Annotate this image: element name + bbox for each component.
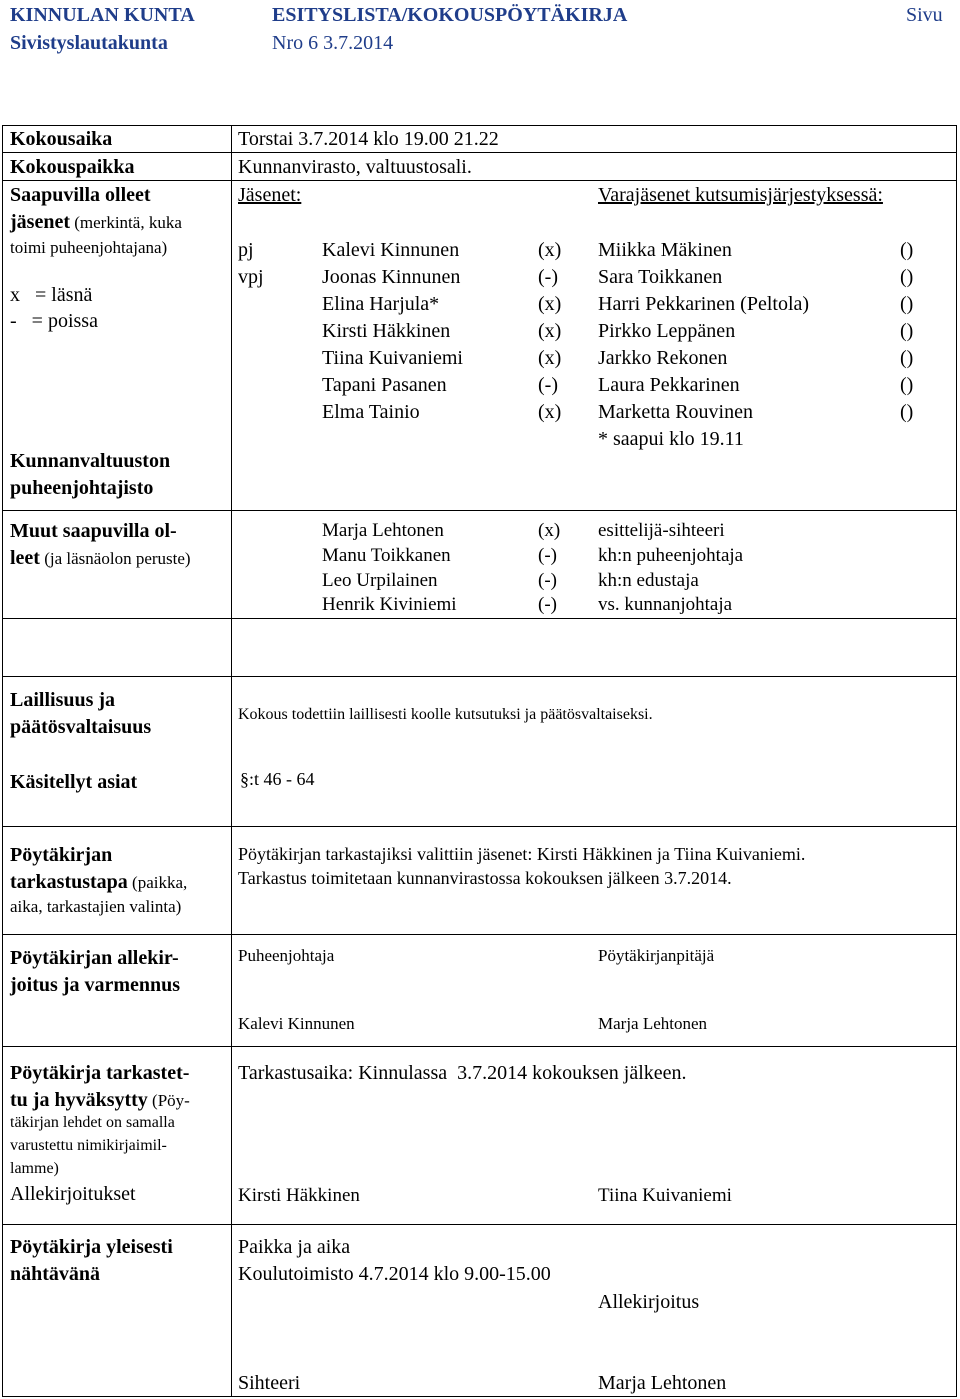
row-divider (3, 510, 956, 511)
row-divider (3, 1046, 956, 1047)
row-divider (3, 618, 956, 619)
other-mark: (-) (538, 594, 557, 615)
member-name: Elma Tainio (322, 401, 420, 423)
handled-text: §:t 46 - 64 (240, 769, 315, 789)
deputy-name: Sara Toikkanen (598, 266, 723, 288)
arrival-footnote: * saapui klo 19.11 (598, 428, 744, 450)
row-divider (3, 1224, 956, 1225)
member-name: Kirsti Häkkinen (322, 320, 451, 342)
deputies-heading: Varajäsenet kutsumisjärjestyksessä: (598, 184, 883, 206)
other-reason: esittelijä-sihteeri (598, 520, 725, 541)
document-type: ESITYSLISTA/KOKOUSPÖYTÄKIRJA (272, 4, 628, 26)
legend-absent: - = poissa (10, 310, 98, 332)
public-label-line2: nähtävänä (10, 1263, 101, 1285)
other-reason: kh:n puheenjohtaja (598, 545, 744, 566)
signing-label-line2: joitus ja varmennus (10, 974, 181, 996)
meeting-time-value: Torstai 3.7.2014 klo 19.00 21.22 (238, 128, 499, 150)
other-mark: (-) (538, 545, 557, 566)
board-name: Sivistyslautakunta (10, 32, 168, 54)
row-divider (3, 152, 956, 153)
row-divider (3, 180, 956, 181)
member-mark: (x) (538, 320, 562, 342)
deputy-mark: () (900, 320, 914, 342)
deputy-mark: () (900, 293, 914, 315)
deputy-name: Marketta Rouvinen (598, 401, 753, 423)
deputy-name: Pirkko Leppänen (598, 320, 736, 342)
other-reason: vs. kunnanjohtaja (598, 594, 733, 615)
member-name: Joonas Kinnunen (322, 266, 461, 288)
council-label-line1: Kunnanvaltuuston (10, 450, 171, 472)
column-divider (231, 126, 232, 1396)
legality-text: Kokous todettiin laillisesti koolle kutsutuksi ja päätösvaltaiseksi. (238, 706, 653, 723)
attendance-label-line3: toimi puheenjohtajana) (10, 238, 168, 257)
minutes-frame (2, 125, 957, 1397)
signer-1: Kirsti Häkkinen (238, 1185, 360, 1206)
deputy-name: Jarkko Rekonen (598, 347, 728, 369)
inspection-label-line2: tarkastustapa (paikka, (10, 871, 188, 893)
council-label-line2: puheenjohtajisto (10, 477, 154, 499)
chair-title: Puheenjohtaja (238, 946, 335, 965)
deputy-mark: () (900, 374, 914, 396)
signature-label: Allekirjoitus (598, 1291, 700, 1313)
meeting-place-value: Kunnanvirasto, valtuustosali. (238, 156, 472, 178)
member-mark: (x) (538, 401, 562, 423)
other-mark: (-) (538, 570, 557, 591)
secretary-role: Sihteeri (238, 1372, 301, 1394)
secretary-name: Marja Lehtonen (598, 1014, 708, 1033)
legend-present: x = läsnä (10, 284, 93, 306)
signatures-label: Allekirjoitukset (10, 1183, 136, 1205)
approval-label-line3: täkirjan lehdet on samalla (10, 1114, 175, 1131)
deputy-mark: () (900, 347, 914, 369)
others-label-line1: Muut saapuvilla ol- (10, 520, 177, 542)
deputy-mark: () (900, 239, 914, 261)
approval-text: Tarkastusaika: Kinnulassa 3.7.2014 kokouksen jälkeen. (238, 1062, 687, 1084)
members-heading: Jäsenet: (238, 184, 302, 206)
deputy-name: Laura Pekkarinen (598, 374, 740, 396)
deputy-mark: () (900, 401, 914, 423)
deputy-name: Harri Pekkarinen (Peltola) (598, 293, 810, 315)
secretary-signature-name: Marja Lehtonen (598, 1372, 727, 1394)
inspection-label-line1: Pöytäkirjan (10, 844, 113, 866)
member-name: Elina Harjula* (322, 293, 440, 315)
page-label: Sivu (906, 4, 943, 26)
chair-name: Kalevi Kinnunen (238, 1014, 355, 1033)
member-mark: (-) (538, 266, 558, 288)
place-time-label: Paikka ja aika (238, 1236, 351, 1258)
member-name: Kalevi Kinnunen (322, 239, 460, 261)
others-label-line2: leet (ja läsnäolon peruste) (10, 547, 191, 569)
attendance-label-line2: jäsenet (merkintä, kuka (10, 211, 182, 233)
place-time-value: Koulutoimisto 4.7.2014 klo 9.00-15.00 (238, 1263, 551, 1285)
legality-label-line1: Laillisuus ja (10, 689, 116, 711)
other-name: Henrik Kiviniemi (322, 594, 457, 615)
secretary-title: Pöytäkirjanpitäjä (598, 946, 715, 965)
signer-2: Tiina Kuivaniemi (598, 1185, 732, 1206)
row-divider (3, 826, 956, 827)
other-name: Marja Lehtonen (322, 520, 444, 541)
approval-label-line4: varustettu nimikirjaimil- (10, 1137, 167, 1154)
approval-label-line5: lamme) (10, 1160, 59, 1177)
member-role: vpj (238, 266, 264, 288)
member-mark: (x) (538, 239, 562, 261)
inspection-label-line3: aika, tarkastajien valinta) (10, 897, 182, 916)
row-divider (3, 676, 956, 677)
member-name: Tapani Pasanen (322, 374, 447, 396)
legality-label-line2: päätösvaltaisuus (10, 716, 152, 738)
other-name: Manu Toikkanen (322, 545, 451, 566)
member-role: pj (238, 239, 254, 261)
handled-label: Käsitellyt asiat (10, 771, 138, 793)
municipality-name: KINNULAN KUNTA (10, 4, 195, 26)
approval-label-line1: Pöytäkirja tarkastet- (10, 1062, 190, 1084)
public-label-line1: Pöytäkirja yleisesti (10, 1236, 173, 1258)
other-mark: (x) (538, 520, 561, 541)
attendance-label-line1: Saapuvilla olleet (10, 184, 151, 206)
other-reason: kh:n edustaja (598, 570, 699, 591)
meeting-time-label: Kokousaika (10, 128, 113, 150)
member-mark: (x) (538, 347, 562, 369)
member-name: Tiina Kuivaniemi (322, 347, 463, 369)
deputy-name: Miikka Mäkinen (598, 239, 732, 261)
meeting-place-label: Kokouspaikka (10, 156, 135, 178)
row-divider (3, 934, 956, 935)
member-mark: (x) (538, 293, 562, 315)
member-mark: (-) (538, 374, 558, 396)
other-name: Leo Urpilainen (322, 570, 438, 591)
meeting-number-date: Nro 6 3.7.2014 (272, 32, 394, 54)
inspection-text-line2: Tarkastus toimitetaan kunnanvirastossa kokouksen jälkeen 3.7.2014. (238, 868, 732, 888)
deputy-mark: () (900, 266, 914, 288)
inspection-text-line1: Pöytäkirjan tarkastajiksi valittiin jäsenet: Kirsti Häkkinen ja Tiina Kuivaniemi. (238, 844, 806, 864)
approval-label-line2: tu ja hyväksytty (Pöy- (10, 1089, 190, 1111)
signing-label-line1: Pöytäkirjan allekir- (10, 947, 179, 969)
